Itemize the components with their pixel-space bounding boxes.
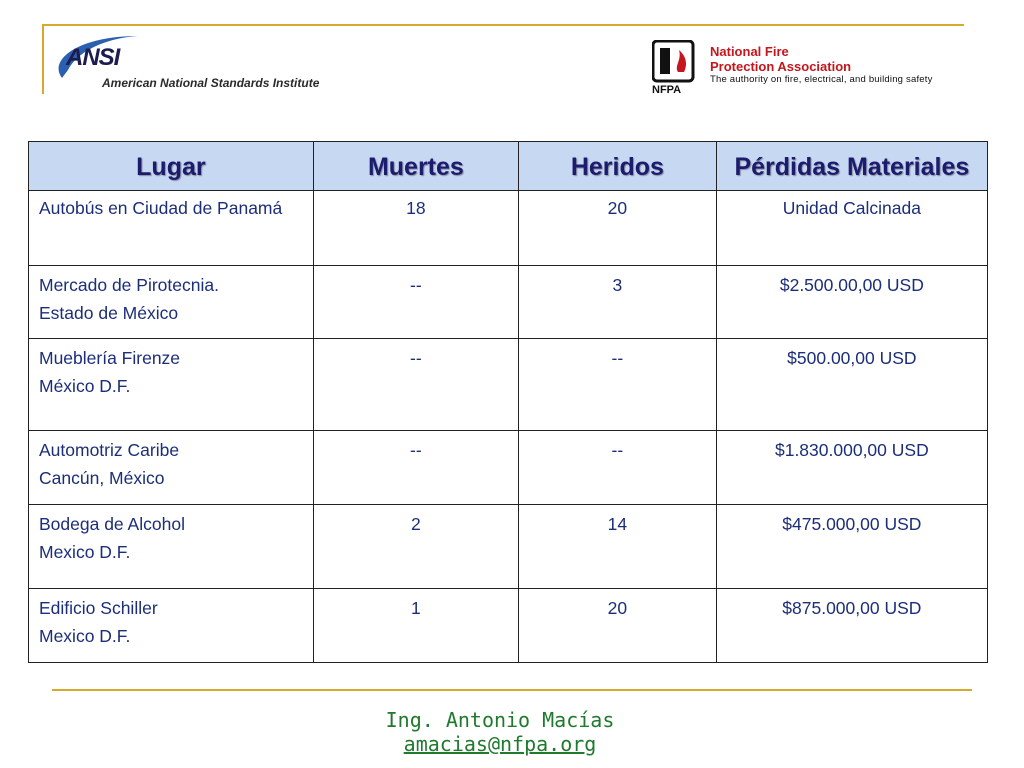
cell-perdidas: $2.500.00,00 USD — [716, 265, 987, 339]
cell-heridos: -- — [519, 431, 717, 505]
ansi-name: American National Standards Institute — [102, 76, 320, 90]
table-row — [29, 431, 988, 505]
cell-heridos: 3 — [519, 265, 717, 339]
nfpa-mark: NFPA — [652, 84, 682, 94]
nfpa-text-block — [710, 44, 933, 86]
table-row — [29, 265, 988, 339]
place-line: Autobús en Ciudad de Panamá — [39, 198, 283, 218]
place-line: Estado de México — [39, 302, 179, 323]
header-heridos: Heridos — [519, 142, 717, 191]
place-line: Mercado de Pirotecnia. — [39, 274, 219, 295]
place-line: Cancún, México — [39, 468, 165, 489]
cell-lugar — [29, 431, 314, 505]
place-line: México D.F. — [39, 376, 131, 397]
cell-lugar — [29, 265, 314, 339]
cell-muertes: -- — [313, 431, 518, 505]
place-line: Automotriz Caribe — [39, 440, 180, 461]
cell-muertes: -- — [313, 265, 518, 339]
cell-lugar — [29, 339, 314, 431]
header-rule — [42, 24, 964, 26]
header-lugar: Lugar — [29, 142, 314, 191]
table-row — [29, 589, 988, 663]
place-line: Mexico D.F. — [39, 626, 131, 647]
header-muertes: Muertes — [313, 142, 518, 191]
cell-heridos: 14 — [519, 504, 717, 588]
cell-muertes: 18 — [313, 191, 518, 266]
cell-lugar — [29, 589, 314, 663]
place-line: Mueblería Firenze — [39, 348, 181, 369]
header-side-rule — [42, 24, 44, 94]
cell-perdidas: Unidad Calcinada — [716, 191, 987, 266]
place-line: Mexico D.F. — [39, 541, 131, 562]
cell-perdidas: $1.830.000,00 USD — [716, 431, 987, 505]
cell-heridos: 20 — [519, 589, 717, 663]
nfpa-name-line1: National Fire — [710, 44, 789, 59]
cell-muertes: -- — [313, 339, 518, 431]
cell-muertes: 1 — [313, 589, 518, 663]
cell-perdidas: $875.000,00 USD — [716, 589, 987, 663]
cell-perdidas: $475.000,00 USD — [716, 504, 987, 588]
cell-muertes: 2 — [313, 504, 518, 588]
table-row — [29, 191, 988, 266]
table-row — [29, 339, 988, 431]
author-name: Ing. Antonio Macías — [385, 708, 615, 732]
header-perdidas: Pérdidas Materiales — [716, 142, 987, 191]
nfpa-name-line2: Protection Association — [710, 59, 852, 74]
cell-heridos: 20 — [519, 191, 717, 266]
footer-rule — [52, 689, 972, 691]
place-line: Edificio Schiller — [39, 598, 158, 619]
author-email-link[interactable]: amacias@nfpa.org — [403, 732, 597, 756]
cell-lugar — [29, 504, 314, 588]
cell-heridos: -- — [519, 339, 717, 431]
place-line: Bodega de Alcohol — [39, 513, 185, 534]
cell-lugar — [29, 191, 314, 266]
incidents-table — [28, 141, 988, 663]
nfpa-tagline: The authority on fire, electrical, and building safety — [710, 74, 933, 85]
ansi-mark: ANSI — [66, 44, 120, 71]
footer — [0, 708, 1000, 756]
cell-perdidas: $500.00,00 USD — [716, 339, 987, 431]
table-header-row — [29, 142, 988, 191]
table-row — [29, 504, 988, 588]
nfpa-logo — [652, 40, 704, 94]
